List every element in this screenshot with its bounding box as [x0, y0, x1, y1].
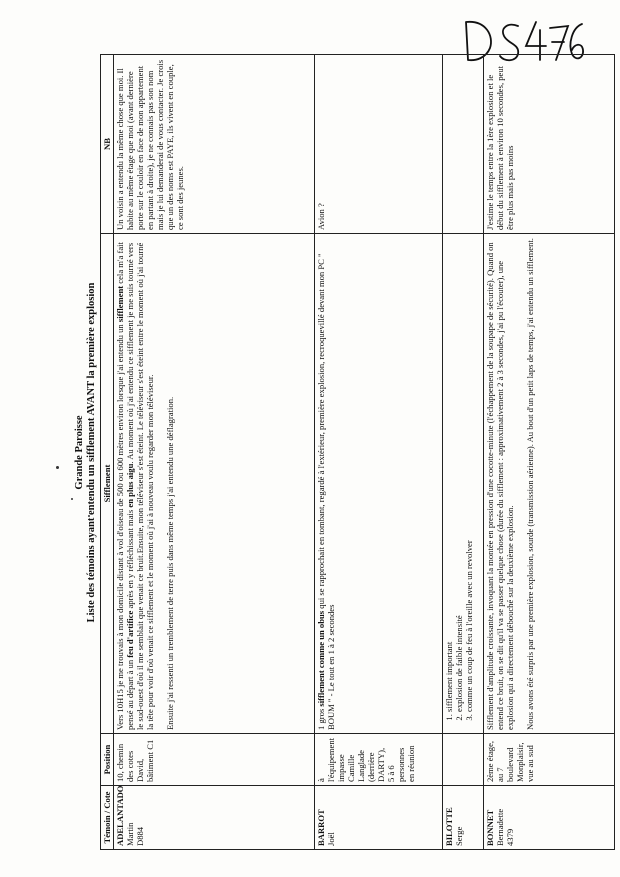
position-line: David, — [135, 758, 145, 782]
table-row — [114, 55, 315, 850]
witness-name: BILOTTE — [444, 807, 454, 846]
position-cell — [315, 734, 443, 786]
statement-text: . Au moment où j'ai entendu ce sifflement je me suis tourné vers le sud-ouest d'où il me semblait que venait ce bruit.Ensuite, mon téléviseur s'est éteint. Le téléviseur s'est éteint entre le moment où j'ai tourné la tête pour voir d'où venait ce sifflement et le moment où j'ai à nouveau voulu regarder mon téléviseur. — [125, 242, 155, 730]
position-line: Camille — [346, 754, 356, 782]
position-line: 5 à 6 — [386, 765, 396, 782]
position-line: au 7 — [495, 767, 505, 782]
position-line: Langlade — [356, 750, 366, 782]
position-line: impasse — [336, 754, 346, 782]
position-line: DARTY), — [376, 747, 386, 782]
nb-cell — [443, 55, 484, 234]
witness-cote: D884 — [135, 826, 145, 846]
witness-cell — [484, 786, 615, 850]
sifflement-cell — [114, 234, 315, 734]
document-title: Grande Paroisse — [74, 415, 85, 490]
list-item: 3. comme un coup de feu à l'oreille avec un revolver — [464, 237, 474, 712]
witness-cell — [443, 786, 484, 850]
statement-text: après en y réfléchissant mais — [125, 507, 135, 611]
nb-cell: Un voisin a entendu la même chose que moi. Il habite au même étage que moi (avant dernière porte sur le couloir en face de mon appartement en partant à droite), je ne connais pas son nom mais je lui demanderai de vous contacter. Je crois que un des noms est PAYE, ils vivent en couple, ce sont des jeunes. — [114, 55, 315, 234]
sifflement-cell — [484, 234, 615, 734]
position-line: personnes — [396, 747, 406, 782]
statement-paragraph: Nous avons été surpris par une première explosion, sourde (transmission aérienne). Au bout d'un petit laps de temps, j'ai entendu un sifflement. — [525, 238, 535, 730]
witness-name: BARROT — [316, 809, 326, 846]
rotated-page — [74, 55, 604, 850]
position-line: à — [316, 778, 326, 782]
position-line: vue au sud — [525, 745, 535, 782]
witness-name: BONNET — [485, 809, 495, 846]
list-item: 2. explosion de faible intensité — [454, 237, 464, 712]
sifflement-cell — [315, 234, 443, 734]
nb-cell: Avion ? — [315, 55, 443, 234]
position-line: Monplaisir, — [515, 742, 525, 782]
table-row — [484, 55, 615, 850]
witness-detail: Serge — [454, 826, 464, 846]
witness-cell — [114, 786, 315, 850]
witness-detail: Bernadette — [495, 808, 505, 846]
position-line: en réunion — [406, 745, 416, 782]
statement-emphasis: sifflement — [115, 285, 125, 323]
position-line: l'équipement — [326, 737, 336, 782]
table-row — [443, 55, 484, 850]
position-line: 10, chemin — [115, 743, 125, 782]
column-header-nb: NB — [101, 55, 114, 234]
column-header-witness: Témoin / Cote — [101, 786, 114, 850]
statement-emphasis: en plus aigu — [125, 463, 135, 508]
table-row — [315, 55, 443, 850]
statement-emphasis: sifflement comme un obus — [316, 610, 326, 707]
position-line: (derrière — [366, 752, 376, 782]
statement-text: Vers 10H15 je me trouvais à mon domicile distant à vol d'oiseau de 500 ou 600 mètres environ lorsque j'ai entendu un — [115, 322, 125, 730]
column-header-position: Position — [101, 734, 114, 786]
column-header-sifflement: Sifflement — [101, 234, 114, 734]
position-cell — [484, 734, 615, 786]
nb-cell: J'estime le temps entre la 1ère explosion et le début du sifflement à environ 10 secondes, peut être plus mais pas moins — [484, 55, 615, 234]
witness-name: ADELANTADO — [115, 785, 125, 846]
witness-cote: 4379 — [505, 828, 515, 846]
position-cell — [114, 734, 315, 786]
witness-table — [100, 54, 615, 850]
scan-speck — [56, 466, 59, 469]
statement-paragraph: Ensuite j'ai ressenti un tremblement de terre puis dans même temps j'ai entendu une déflagration. — [165, 396, 175, 730]
statement-text: cela m'a fait pensé au départ à un — [115, 242, 135, 730]
witness-detail: Martin — [125, 822, 135, 846]
table-header-row — [101, 55, 114, 850]
statement-list — [444, 237, 474, 730]
position-line: boulevard — [505, 747, 515, 782]
statement-text: 1 gros — [316, 706, 326, 730]
position-line: des cotes — [125, 750, 135, 782]
position-cell — [443, 734, 484, 786]
position-line: bâtiment C1 — [145, 739, 155, 782]
witness-cell — [315, 786, 443, 850]
document-subtitle: Liste des témoins ayant entendu un sifflement AVANT la première explosion — [86, 282, 97, 623]
statement-emphasis: feu d'artifice — [125, 610, 135, 658]
sifflement-cell — [443, 234, 484, 734]
statement-paragraph: Sifflement d'amplitude croissante, invoquant la montée en pression d'une cocotte-minute (l'échappement de la soupape de sécurité). Quand on entend ce bruit, on se dit qu'il va se passer quelque chose (durée du sifflement : approximativement 2 à 3 secondes, j'ai pu l'écouter), une explosion qui a directement débouché sur la deuxième explosion. — [485, 242, 515, 730]
scan-speck — [71, 498, 73, 500]
statement-text: qui se rapprochait en tombant, regardé à l'extérieur, première explosion, recroquevillé devant mon PC " BOUM " - Le tout en 1 à 2 secondes — [316, 253, 336, 730]
position-line: 2ème étage, — [485, 740, 495, 782]
witness-detail: Joël — [326, 832, 336, 846]
list-item: 1. sifflement important — [444, 237, 454, 712]
